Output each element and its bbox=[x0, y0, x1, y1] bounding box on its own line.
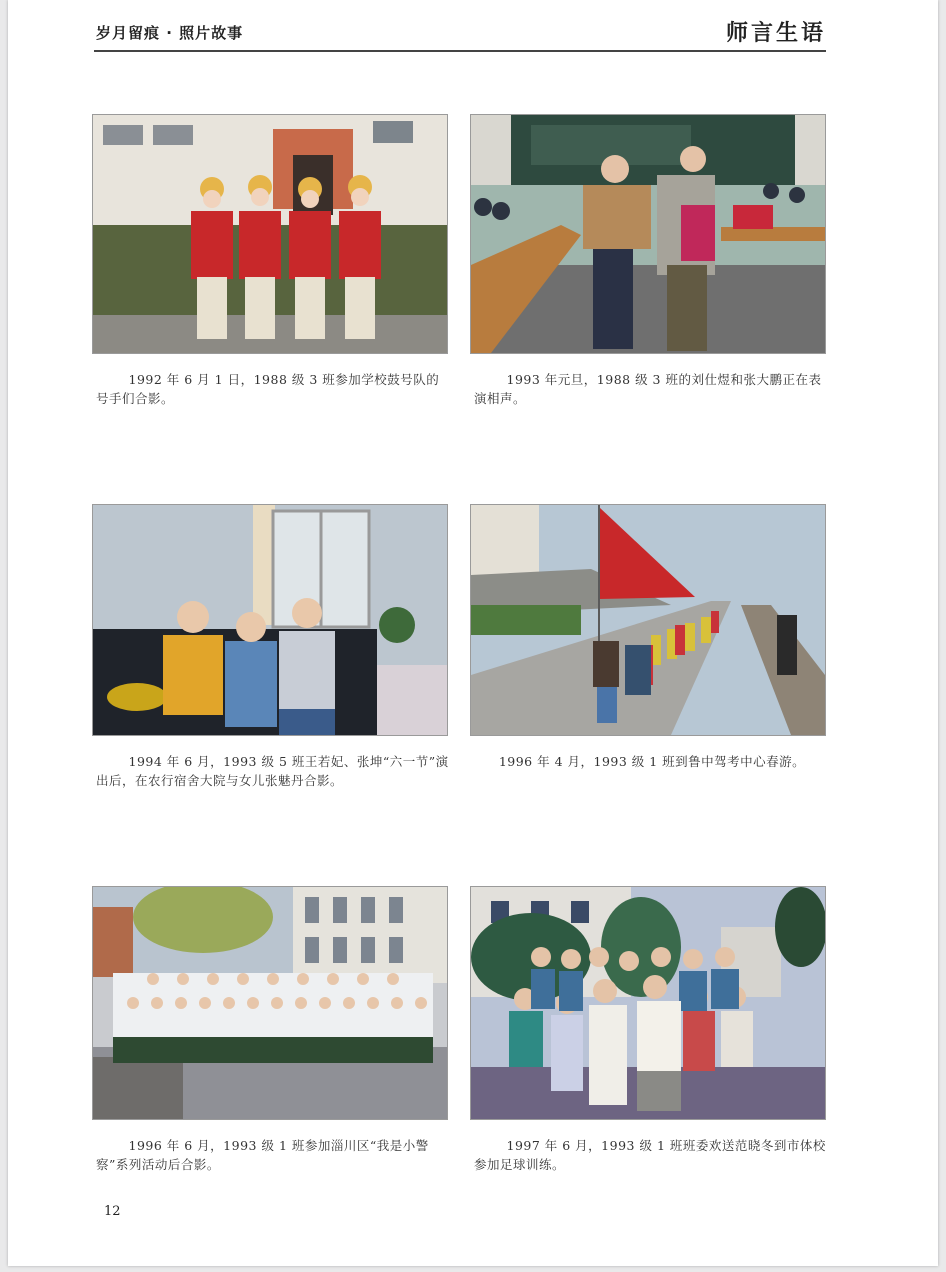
section-title: 岁月留痕 · 照片故事 bbox=[96, 24, 244, 42]
page-header bbox=[94, 18, 826, 52]
photo-children-sofa bbox=[92, 504, 448, 736]
photo-spring-outing bbox=[470, 504, 826, 736]
photo-crosstalk bbox=[470, 114, 826, 354]
photo-drum-band bbox=[92, 114, 448, 354]
page-number: 12 bbox=[104, 1204, 121, 1219]
photo-little-police bbox=[92, 886, 448, 1120]
photo-class-farewell bbox=[470, 886, 826, 1120]
photo-caption: 1996 年 6 月，1993 级 1 班参加淄川区“我是小警察”系列活动后合影。 bbox=[96, 1138, 429, 1172]
book-page bbox=[8, 0, 938, 1266]
photo-caption: 1993 年元旦，1988 级 3 班的刘仕煜和张大鹏正在表演相声。 bbox=[474, 372, 822, 406]
book-title: 师言生语 bbox=[725, 20, 826, 46]
photo-caption: 1997 年 6 月，1993 级 1 班班委欢送范晓冬到市体校参加足球训练。 bbox=[474, 1138, 826, 1172]
photo-caption: 1994 年 6 月，1993 级 5 班王若妃、张坤“六一节”演出后，在农行宿舍大院与女儿张魅丹合影。 bbox=[96, 754, 449, 788]
photo-caption: 1996 年 4 月，1993 级 1 班到鲁中驾考中心春游。 bbox=[498, 754, 806, 769]
photo-caption: 1992 年 6 月 1 日，1988 级 3 班参加学校鼓号队的号手们合影。 bbox=[96, 372, 440, 406]
